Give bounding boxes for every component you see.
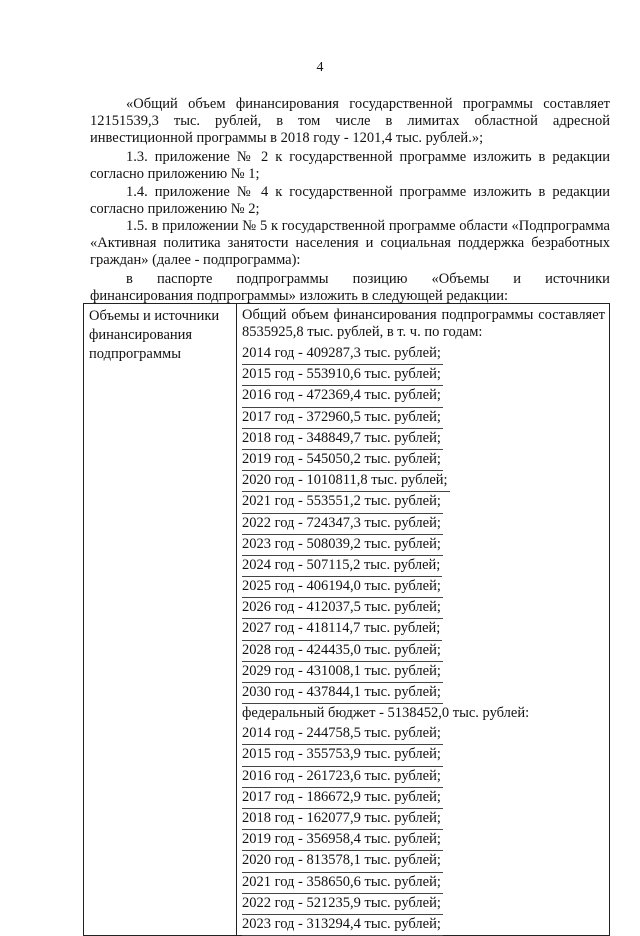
- financing-table: [83, 303, 610, 936]
- year-federal-line-text: 2015 год - 355753,9 тыс. рублей;: [242, 744, 443, 766]
- year-federal-line-text: 2020 год - 813578,1 тыс. рублей;: [242, 850, 443, 872]
- year-total-line: [242, 682, 605, 703]
- paragraph-1-3: 1.3. приложение № 2 к государственной программе изложить в редакции согласно приложению № 1;: [90, 149, 610, 182]
- year-total-line: [242, 407, 605, 428]
- word: «Объемы: [431, 271, 490, 287]
- year-total-line: [242, 597, 605, 618]
- paragraph-passport-line2: финансирования подпрограммы» изложить в следующей редакции:: [90, 288, 509, 304]
- word: подпрограммы: [236, 271, 329, 287]
- year-total-line: [242, 364, 605, 385]
- year-total-line: [242, 470, 605, 491]
- year-total-line: [242, 428, 605, 449]
- year-total-line: [242, 576, 605, 597]
- year-total-line-text: 2024 год - 507115,2 тыс. рублей;: [242, 555, 442, 577]
- year-total-line-text: 2026 год - 412037,5 тыс. рублей;: [242, 597, 443, 619]
- year-federal-line-text: 2017 год - 186672,9 тыс. рублей;: [242, 787, 443, 809]
- year-total-line-text: 2017 год - 372960,5 тыс. рублей;: [242, 407, 443, 429]
- paragraph-total-financing: «Общий объем финансирования государственной программы составляет 12151539,3 тыс. рублей, в том числе в лимитах областной адресной инвестиционной программы в 2018 году - 1201,4 тыс. рублей.»;: [90, 96, 610, 146]
- year-federal-line-text: 2022 год - 521235,9 тыс. рублей;: [242, 893, 443, 915]
- year-total-line: [242, 343, 605, 364]
- year-total-line-text: 2021 год - 553551,2 тыс. рублей;: [242, 491, 443, 513]
- word: и: [513, 271, 521, 287]
- year-federal-line-text: 2018 год - 162077,9 тыс. рублей;: [242, 808, 443, 830]
- word: в: [126, 271, 133, 287]
- federal-years-list: [242, 723, 605, 935]
- financing-total-header: Общий объем финансирования подпрограммы составляет 8535925,8 тыс. рублей, в т. ч. по годам:: [242, 307, 605, 340]
- year-total-line-text: 2015 год - 553910,6 тыс. рублей;: [242, 364, 443, 386]
- year-total-line: [242, 491, 605, 512]
- year-total-line-text: 2022 год - 724347,3 тыс. рублей;: [242, 513, 443, 535]
- year-federal-line: [242, 766, 605, 787]
- year-federal-line-text: 2016 год - 261723,6 тыс. рублей;: [242, 766, 443, 788]
- year-total-line: [242, 513, 605, 534]
- year-total-line: [242, 661, 605, 682]
- year-federal-line-text: 2014 год - 244758,5 тыс. рублей;: [242, 723, 443, 745]
- year-federal-line-text: 2019 год - 356958,4 тыс. рублей;: [242, 829, 443, 851]
- year-federal-line: [242, 914, 605, 935]
- year-total-line: [242, 534, 605, 555]
- year-federal-line: [242, 723, 605, 744]
- year-total-line: [242, 449, 605, 470]
- year-total-line-text: 2018 год - 348849,7 тыс. рублей;: [242, 428, 443, 450]
- page-number: 4: [316, 60, 324, 75]
- year-total-line-text: 2023 год - 508039,2 тыс. рублей;: [242, 534, 443, 556]
- year-federal-line: [242, 787, 605, 808]
- year-total-line-text: 2025 год - 406194,0 тыс. рублей;: [242, 576, 443, 598]
- year-total-line: [242, 618, 605, 639]
- table-cell-label: Объемы и источники финансирования подпрограммы: [84, 304, 237, 936]
- year-total-line-text: 2027 год - 418114,7 тыс. рублей;: [242, 618, 442, 640]
- year-federal-line: [242, 850, 605, 871]
- year-federal-line: [242, 872, 605, 893]
- paragraph-passport: [90, 271, 610, 305]
- total-years-list: [242, 343, 605, 703]
- year-federal-line: [242, 893, 605, 914]
- year-total-line-text: 2016 год - 472369,4 тыс. рублей;: [242, 385, 443, 407]
- word: источники: [545, 271, 610, 287]
- year-federal-line-text: 2021 год - 358650,6 тыс. рублей;: [242, 872, 443, 894]
- paragraph-1-5: 1.5. в приложении № 5 к государственной программе области «Подпрограмма «Активная политика занятости населения и социальная поддержка безработных граждан» (далее - подпрограмма):: [90, 218, 610, 268]
- table-row: [84, 304, 610, 936]
- year-total-line-text: 2020 год - 1010811,8 тыс. рублей;: [242, 470, 450, 492]
- table-cell-content: [237, 304, 610, 936]
- year-total-line-text: 2028 год - 424435,0 тыс. рублей;: [242, 640, 443, 662]
- year-federal-line: [242, 744, 605, 765]
- year-total-line-text: 2014 год - 409287,3 тыс. рублей;: [242, 343, 443, 365]
- year-total-line-text: 2029 год - 431008,1 тыс. рублей;: [242, 661, 443, 683]
- year-total-line: [242, 385, 605, 406]
- federal-budget-header: федеральный бюджет - 5138452,0 тыс. рублей:: [242, 705, 530, 722]
- year-federal-line: [242, 829, 605, 850]
- word: позицию: [352, 271, 408, 287]
- word: паспорте: [156, 271, 213, 287]
- year-federal-line-text: 2023 год - 313294,4 тыс. рублей;: [242, 914, 443, 936]
- year-total-line-text: 2019 год - 545050,2 тыс. рублей;: [242, 449, 443, 471]
- year-federal-line: [242, 808, 605, 829]
- paragraph-1-4: 1.4. приложение № 4 к государственной программе изложить в редакции согласно приложению № 2;: [90, 184, 610, 217]
- year-total-line: [242, 640, 605, 661]
- year-total-line-text: 2030 год - 437844,1 тыс. рублей;: [242, 682, 443, 704]
- year-total-line: [242, 555, 605, 576]
